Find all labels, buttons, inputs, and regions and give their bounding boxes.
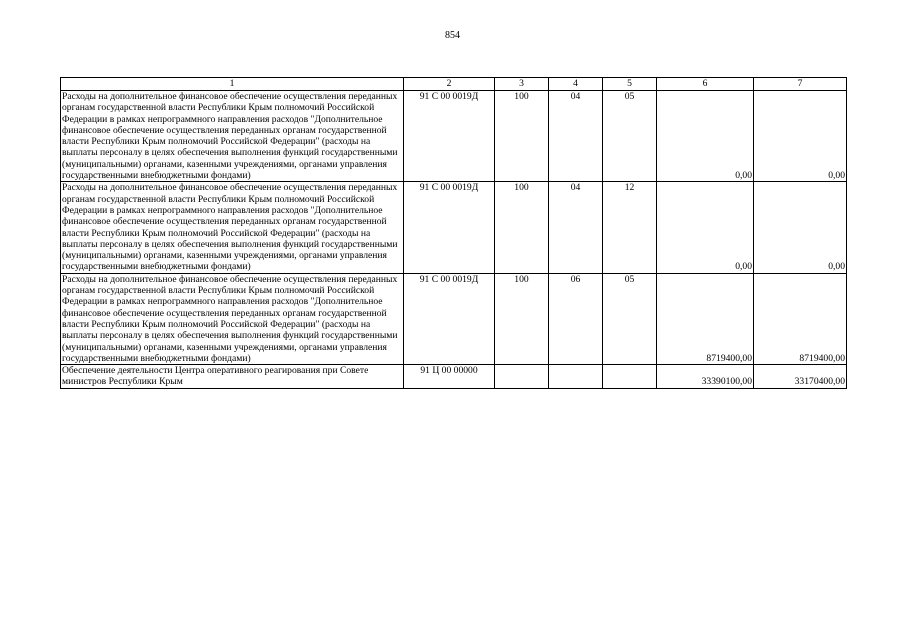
column-header: 3 (495, 78, 549, 91)
table-row (61, 91, 847, 182)
subsection-cell: 05 (603, 273, 657, 364)
amount-2-cell: 0,00 (754, 182, 847, 273)
table-row (61, 182, 847, 273)
expense-type-cell: 100 (495, 182, 549, 273)
amount-2-cell: 0,00 (754, 91, 847, 182)
section-cell: 04 (549, 91, 603, 182)
column-header: 6 (657, 78, 754, 91)
expense-type-cell: 100 (495, 91, 549, 182)
expense-type-cell (495, 365, 549, 389)
column-header: 7 (754, 78, 847, 91)
amount-1-cell: 8719400,00 (657, 273, 754, 364)
row-description: Расходы на дополнительное финансовое обеспечение осуществления переданных органам государственной власти Республики Крым полномочий Российской Федерации в рамках непрограммного направления расходов "Дополнительное финансовое обеспечение осуществления переданных органам государственной власти Республики Крым полномочий Российской Федерации" (расходы на выплаты персоналу в целях обеспечения выполнения функций государственными (муниципальными) органами, казенными учреждениями, органами управления государственными внебюджетными фондами) (61, 91, 404, 182)
amount-2-cell: 33170400,00 (754, 365, 847, 389)
row-description: Расходы на дополнительное финансовое обеспечение осуществления переданных органам государственной власти Республики Крым полномочий Российской Федерации в рамках непрограммного направления расходов "Дополнительное финансовое обеспечение осуществления переданных органам государственной власти Республики Крым полномочий Российской Федерации" (расходы на выплаты персоналу в целях обеспечения выполнения функций государственными (муниципальными) органами, казенными учреждениями, органами управления государственными внебюджетными фондами) (61, 273, 404, 364)
amount-1-cell: 0,00 (657, 91, 754, 182)
budget-table (60, 77, 847, 389)
subsection-cell: 05 (603, 91, 657, 182)
expense-type-cell: 100 (495, 273, 549, 364)
section-cell (549, 365, 603, 389)
subsection-cell: 12 (603, 182, 657, 273)
target-code-cell: 91 С 00 0019Д (404, 273, 495, 364)
target-code-cell: 91 С 00 0019Д (404, 182, 495, 273)
amount-1-cell: 33390100,00 (657, 365, 754, 389)
table-row (61, 365, 847, 389)
row-description: Обеспечение деятельности Центра оперативного реагирования при Совете министров Республики Крым (61, 365, 404, 389)
target-code-cell: 91 Ц 00 00000 (404, 365, 495, 389)
page-number: 854 (445, 30, 460, 41)
amount-2-cell: 8719400,00 (754, 273, 847, 364)
column-header: 5 (603, 78, 657, 91)
column-header: 2 (404, 78, 495, 91)
table-header-row (61, 78, 847, 91)
row-description: Расходы на дополнительное финансовое обеспечение осуществления переданных органам государственной власти Республики Крым полномочий Российской Федерации в рамках непрограммного направления расходов "Дополнительное финансовое обеспечение осуществления переданных органам государственной власти Республики Крым полномочий Российской Федерации" (расходы на выплаты персоналу в целях обеспечения выполнения функций государственными (муниципальными) органами, казенными учреждениями, органами управления государственными внебюджетными фондами) (61, 182, 404, 273)
amount-1-cell: 0,00 (657, 182, 754, 273)
table-row (61, 273, 847, 364)
subsection-cell (603, 365, 657, 389)
target-code-cell: 91 С 00 0019Д (404, 91, 495, 182)
column-header: 4 (549, 78, 603, 91)
column-header: 1 (61, 78, 404, 91)
section-cell: 04 (549, 182, 603, 273)
section-cell: 06 (549, 273, 603, 364)
